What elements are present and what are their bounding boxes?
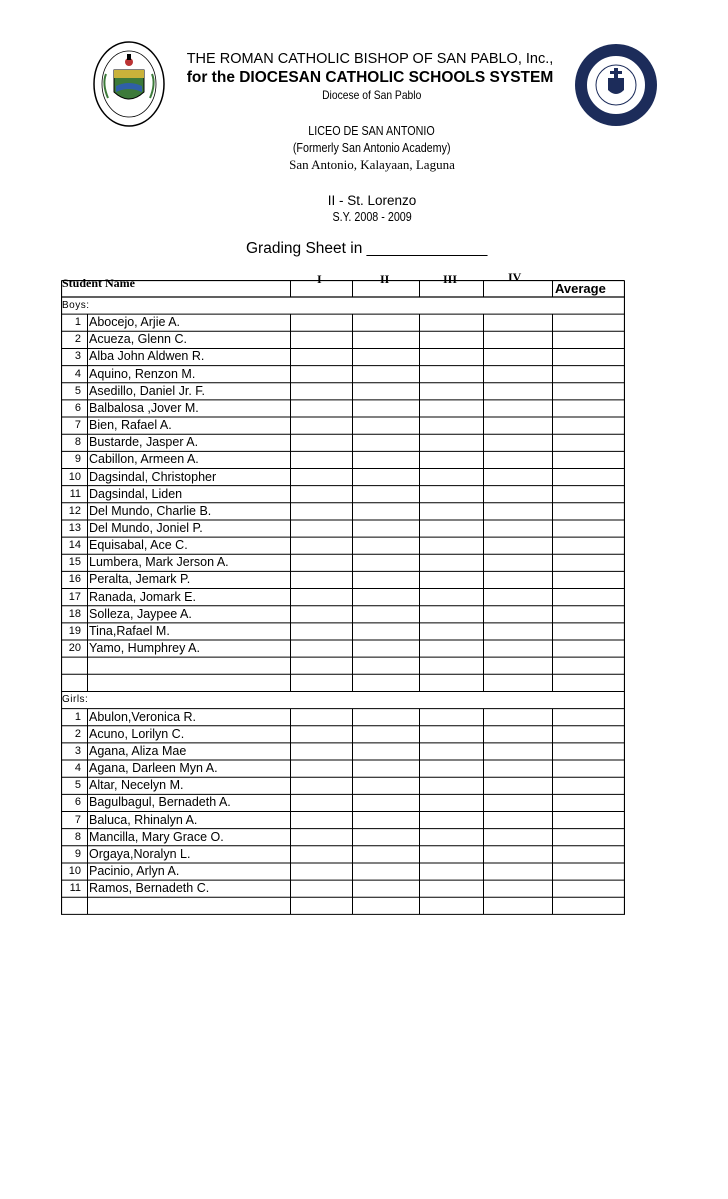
student-number: 7: [74, 813, 81, 826]
grading-table: [61, 280, 625, 916]
student-name: Bustarde, Jasper A.: [89, 435, 199, 450]
school-name: LICEO DE SAN ANTONIO: [308, 124, 436, 138]
header-average: Average: [555, 281, 606, 296]
student-name: Abulon,Veronica R.: [89, 709, 197, 724]
student-number: 6: [74, 401, 81, 414]
student-name: Asedillo, Daniel Jr. F.: [89, 383, 206, 398]
student-name: Tina,Rafael M.: [89, 623, 170, 638]
student-name: Agana, Aliza Mae: [89, 743, 187, 758]
class-section: II - St. Lorenzo: [327, 193, 417, 208]
student-name: Acueza, Glenn C.: [89, 332, 187, 347]
header-quarter-4: IV: [508, 270, 522, 284]
student-number: 7: [74, 419, 81, 432]
student-name: Yamo, Humphrey A.: [89, 641, 200, 655]
header-line-1: THE ROMAN CATHOLIC BISHOP OF SAN PABLO, Inc.,: [186, 51, 554, 67]
student-name: Ranada, Jomark E.: [89, 589, 196, 604]
student-name: Dagsindal, Christopher: [89, 469, 217, 484]
student-number: 8: [74, 436, 81, 449]
school-address: San Antonio, Kalayaan, Laguna: [289, 157, 455, 172]
header-quarter-1: I: [317, 272, 322, 286]
student-number: 9: [74, 847, 81, 860]
student-number: 14: [68, 539, 81, 552]
student-name: Agana, Darleen Myn A.: [89, 761, 218, 776]
student-number: 18: [68, 607, 81, 620]
student-number: 6: [74, 796, 81, 809]
student-number: 2: [74, 333, 81, 346]
student-number: 10: [68, 470, 81, 483]
student-number: 17: [68, 590, 81, 603]
student-name: Dagsindal, Liden: [89, 486, 183, 501]
student-name: Peralta, Jemark P.: [89, 572, 191, 587]
student-number: 1: [74, 316, 81, 329]
student-name: Del Mundo, Joniel P.: [89, 520, 203, 535]
student-number: 1: [74, 710, 81, 723]
student-name: Bagulbagul, Bernadeth A.: [89, 795, 231, 810]
student-number: 3: [74, 744, 81, 757]
student-name: Baluca, Rhinalyn A.: [89, 812, 198, 827]
student-number: 12: [68, 504, 81, 517]
student-number: 5: [74, 384, 81, 397]
student-number: 11: [69, 882, 81, 895]
student-name: Altar, Necelyn M.: [89, 778, 184, 793]
header-line-2: for the DIOCESAN CATHOLIC SCHOOLS SYSTEM: [186, 69, 554, 86]
formerly-row: [172, 141, 572, 155]
formerly-name: (Formerly San Antonio Academy): [293, 141, 451, 155]
student-number: 4: [74, 762, 81, 775]
student-name: Orgaya,Noralyn L.: [89, 846, 191, 861]
student-name: Mancilla, Mary Grace O.: [89, 829, 224, 844]
student-number: 5: [74, 779, 81, 792]
student-name: Balbalosa ,Jover M.: [89, 400, 199, 415]
student-number: 10: [68, 864, 81, 877]
student-number: 8: [74, 830, 81, 843]
header-quarter-3: III: [443, 272, 458, 286]
student-number: 3: [74, 350, 81, 363]
diocese-text: Diocese of San Pablo: [322, 88, 422, 102]
student-name: Cabillon, Armeen A.: [89, 452, 199, 467]
header-quarter-2: II: [380, 272, 390, 286]
section-label: Girls:: [62, 694, 89, 706]
student-number: 20: [68, 642, 81, 654]
student-number: 9: [74, 453, 81, 466]
student-name: Lumbera, Mark Jerson A.: [89, 555, 229, 570]
header-student-name: Student Name: [62, 276, 136, 290]
student-number: 11: [69, 487, 81, 500]
student-name: Solleza, Jaypee A.: [89, 606, 192, 621]
school-name-row: [172, 124, 572, 138]
student-name: Alba John Aldwen R.: [89, 349, 205, 364]
student-name: Bien, Rafael A.: [89, 418, 172, 433]
student-name: Acuno, Lorilyn C.: [89, 726, 185, 741]
student-number: 15: [68, 556, 81, 569]
section-label: Boys:: [62, 300, 90, 311]
school-year-row: [172, 210, 572, 224]
student-number: 13: [68, 521, 81, 534]
header-line-3: [172, 88, 572, 102]
student-name: Del Mundo, Charlie B.: [89, 503, 212, 518]
student-name: Abocejo, Arjie A.: [89, 315, 181, 330]
student-number: 16: [68, 573, 81, 586]
sheet-title: Grading Sheet in ______________: [246, 240, 488, 257]
student-number: 2: [74, 727, 81, 740]
student-number: 4: [74, 367, 81, 380]
student-name: Equisabal, Ace C.: [89, 538, 188, 553]
student-name: Pacinio, Arlyn A.: [89, 863, 180, 878]
school-year: S.Y. 2008 - 2009: [332, 210, 412, 224]
student-name: Ramos, Bernadeth C.: [89, 881, 210, 896]
student-number: 19: [68, 624, 81, 637]
student-name: Aquino, Renzon M.: [89, 366, 196, 381]
